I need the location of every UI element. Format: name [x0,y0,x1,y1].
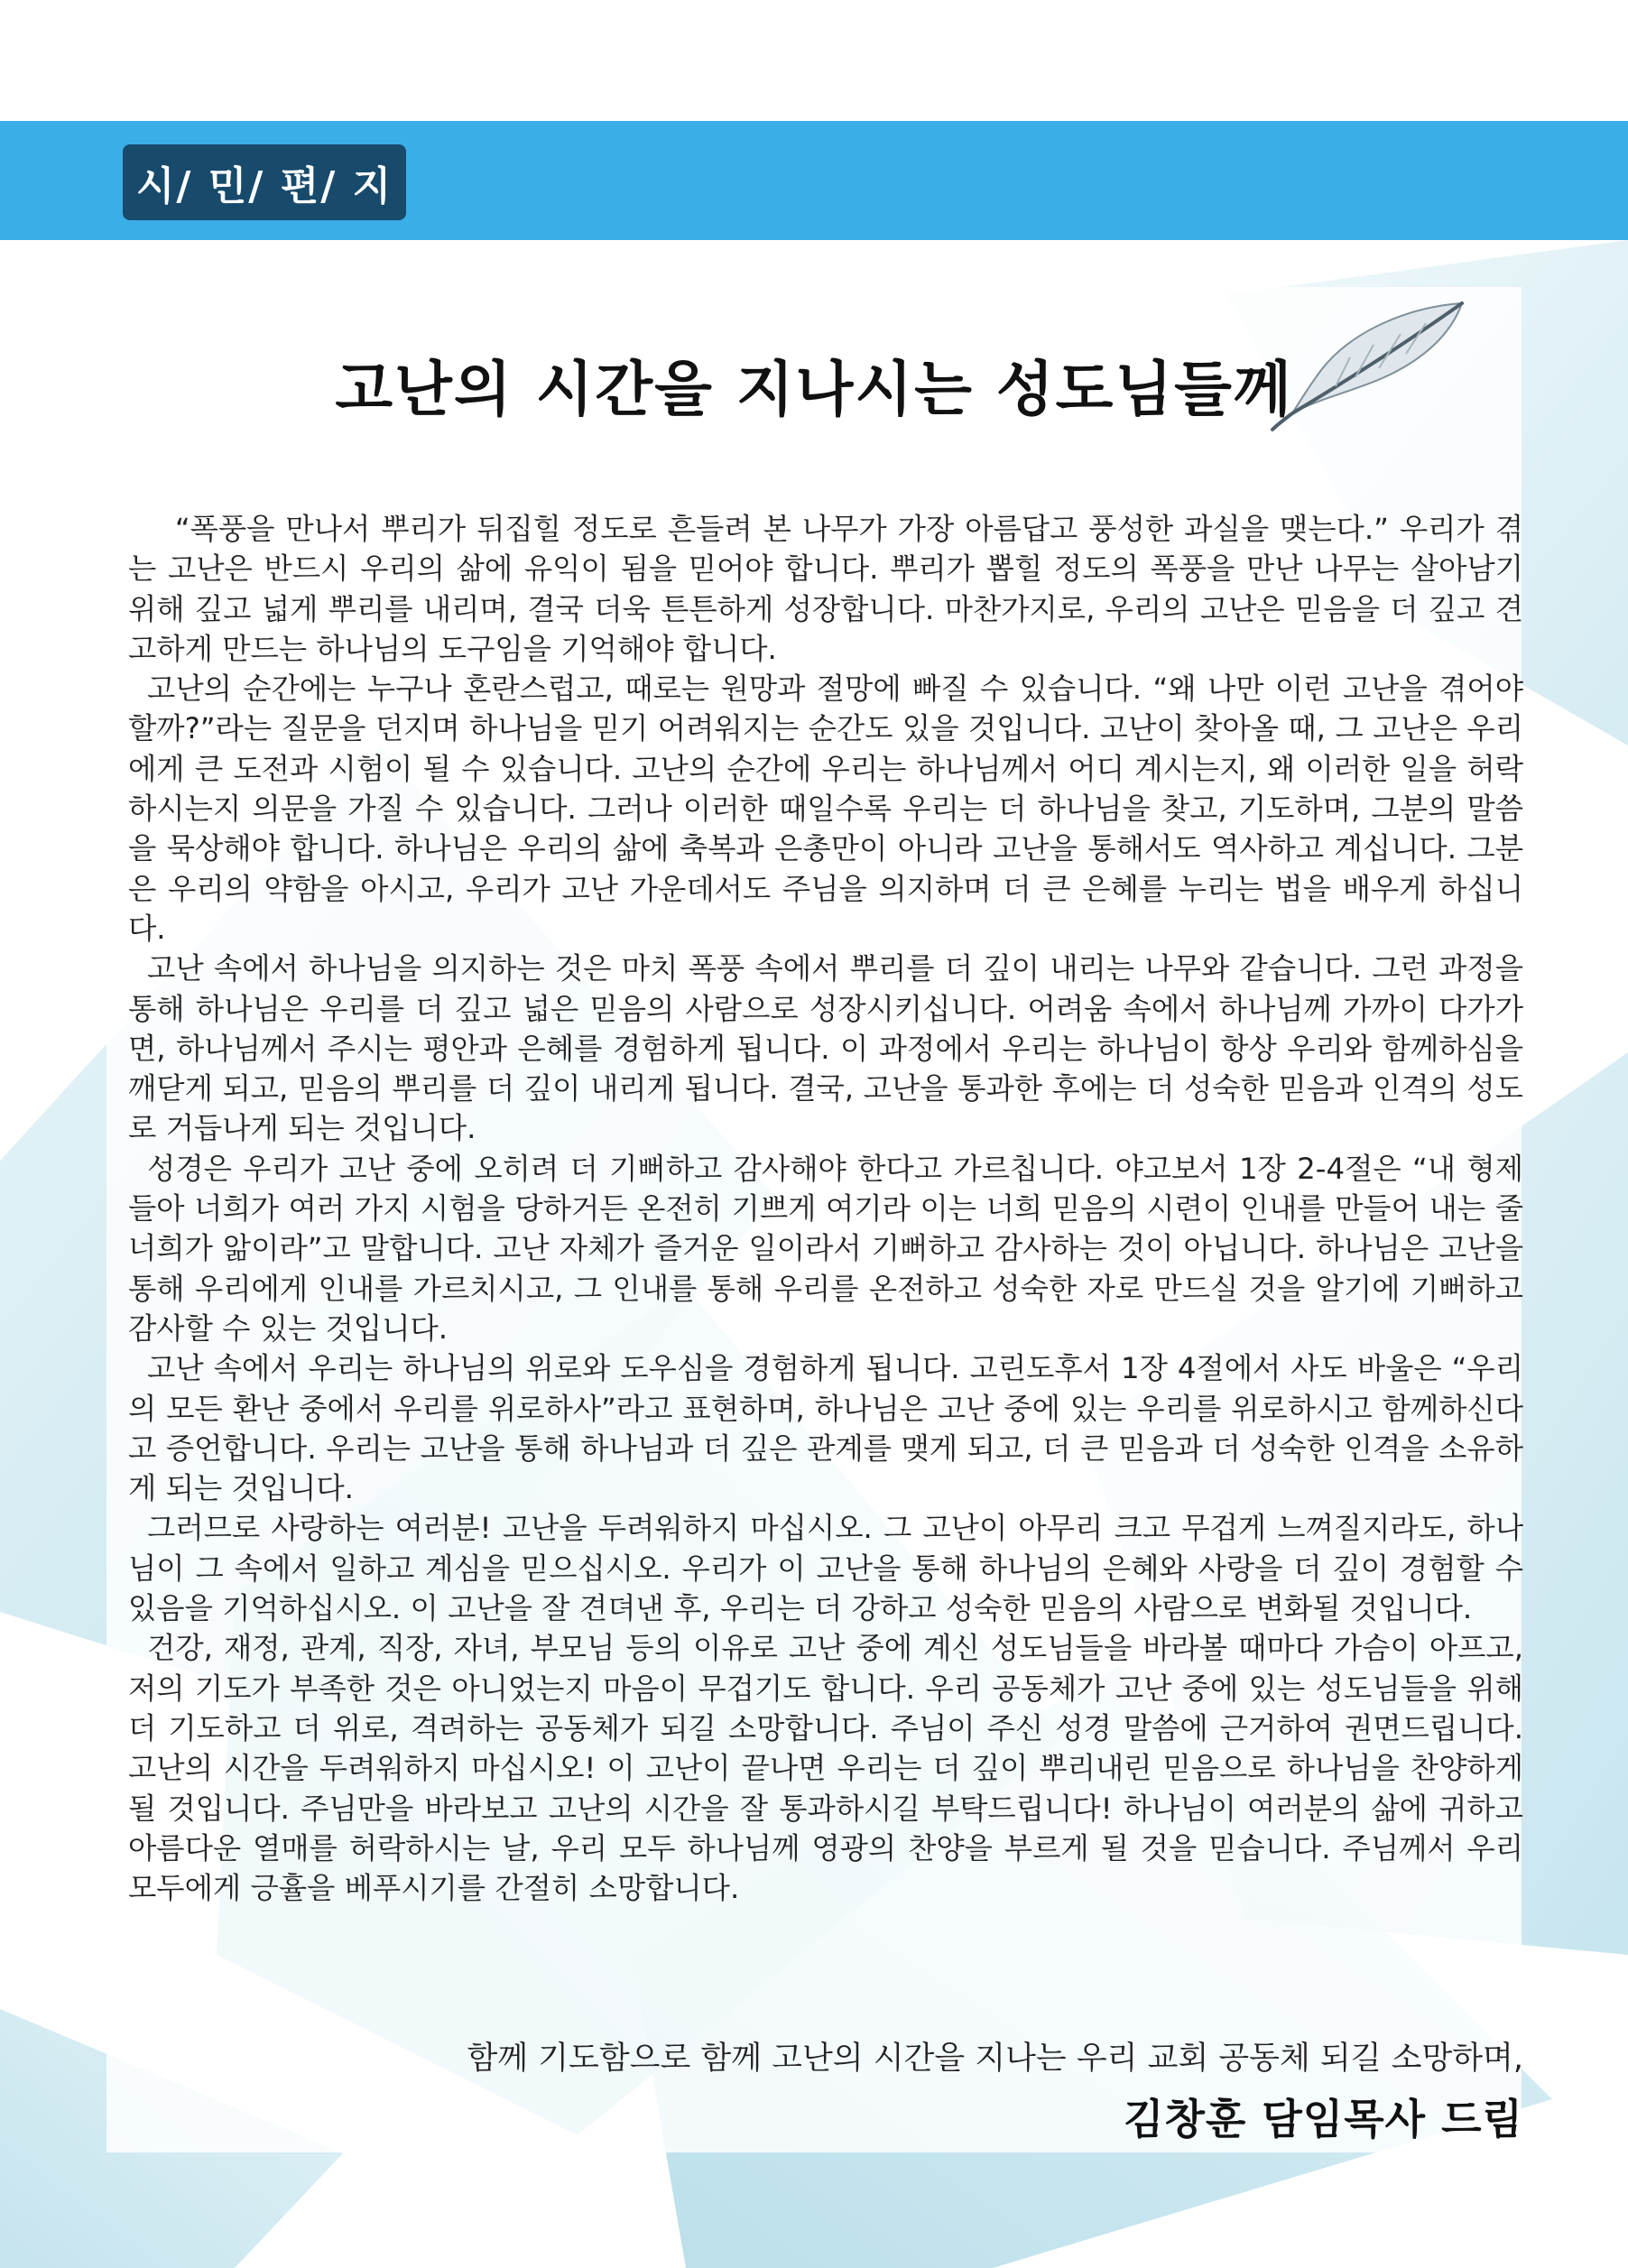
letter-title: 고난의 시간을 지나시는 성도님들께 [335,355,1293,424]
signature: 김창훈 담임목사 드림 [1124,2095,1523,2143]
letter-paragraph: 건강, 재정, 관계, 직장, 자녀, 부모님 등의 이유로 고난 중에 계신 성도님들을 바라볼 때마다 가슴이 아프고, 저의 기도가 부족한 것은 아니었는지 마음이 무겁기도 합니다. 우리 공동체가 고난 중에 있는 성도님들을 위해 더 기도하고 더 위로, 격려하는 공동체가 되길 소망합니다. 주님이 주신 성경 말씀에 근거하여 권면드립니다. 고난의 시간을 두려워하지 마십시오! 이 고난이 끝나면 우리는 더 깊이 뿌리내린 믿음으로 하나님을 찬양하게 될 것입니다. 주님만을 바라보고 고난의 시간을 잘 통과하시길 부탁드립니다! 하나님이 여러분의 삶에 귀하고 아름다운 열매를 허락하시는 날, 우리 모두 하나님께 영광의 찬양을 부르게 될 것을 믿습니다. 주님께서 우리 모두에게 긍휼을 베푸시기를 간절히 소망합니다. [128,1631,1523,1906]
letter-paragraph: 고난 속에서 우리는 하나님의 위로와 도우심을 경험하게 됩니다. 고린도후서 1장 4절에서 사도 바울은 “우리의 모든 환난 중에서 우리를 위로하사”라고 표현하며, 하나님은 고난 중에 있는 우리를 위로하시고 함께하신다고 증언합니다. 우리는 고난을 통해 하나님과 더 깊은 관계를 맺게 되고, 더 큰 믿음과 더 성숙한 인격을 소유하게 되는 것입니다. [128,1351,1523,1506]
letter-paragraph: 고난의 순간에는 누구나 혼란스럽고, 때로는 원망과 절망에 빠질 수 있습니다. “왜 나만 이런 고난을 겪어야 할까?”라는 질문을 던지며 하나님을 믿기 어려워지는 순간도 있을 것입니다. 고난이 찾아올 때, 그 고난은 우리에게 큰 도전과 시험이 될 수 있습니다. 고난의 순간에 우리는 하나님께서 어디 계시는지, 왜 이러한 일을 허락하시는지 의문을 가질 수 있습니다. 그러나 이러한 때일수록 우리는 더 하나님을 찾고, 기도하며, 그분의 말씀을 묵상해야 합니다. 하나님은 우리의 삶에 축복과 은총만이 아니라 고난을 통해서도 역사하고 계십니다. 그분은 우리의 약함을 아시고, 우리가 고난 가운데서도 주님을 의지하며 더 큰 은혜를 누리는 법을 배우게 하십니다. [128,671,1523,946]
letter-paragraph: 그러므로 사랑하는 여러분! 고난을 두려워하지 마십시오. 그 고난이 아무리 크고 무겁게 느껴질지라도, 하나님이 그 속에서 일하고 계심을 믿으십시오. 우리가 이 고난을 통해 하나님의 은혜와 사랑을 더 깊이 경험할 수 있음을 기억하십시오. 이 고난을 잘 견뎌낸 후, 우리는 더 강하고 성숙한 믿음의 사람으로 변화될 것입니다. [128,1511,1523,1626]
letter-paragraph: “폭풍을 만나서 뿌리가 뒤집힐 정도로 흔들려 본 나무가 가장 아름답고 풍성한 과실을 맺는다.” 우리가 겪는 고난은 반드시 우리의 삶에 유익이 됨을 믿어야 합니다. 뿌리가 뽑힐 정도의 폭풍을 만난 나무는 살아남기 위해 깊고 넓게 뿌리를 내리며, 결국 더욱 튼튼하게 성장합니다. 마찬가지로, 우리의 고난은 믿음을 더 깊고 견고하게 만드는 하나님의 도구임을 기억해야 합니다. [128,512,1523,666]
feather-quill-icon [1265,298,1467,433]
section-label-tab [123,144,406,220]
letter-paragraph: 성경은 우리가 고난 중에 오히려 더 기뻐하고 감사해야 한다고 가르칩니다. 야고보서 1장 2-4절은 “내 형제들아 너희가 여러 가지 시험을 당하거든 온전히 기쁘게 여기라 이는 너희 믿음의 시련이 인내를 만들어 내는 줄 너희가 앎이라”고 말합니다. 고난 자체가 즐거운 일이라서 기뻐하고 감사하는 것이 아닙니다. 하나님은 고난을 통해 우리에게 인내를 가르치시고, 그 인내를 통해 우리를 온전하고 성숙한 자로 만드실 것을 알기에 기뻐하고 감사할 수 있는 것입니다. [128,1151,1523,1346]
letter-body [128,509,1523,1908]
letter-paragraph: 고난 속에서 하나님을 의지하는 것은 마치 폭풍 속에서 뿌리를 더 깊이 내리는 나무와 같습니다. 그런 과정을 통해 하나님은 우리를 더 깊고 넓은 믿음의 사람으로 성장시키십니다. 어려움 속에서 하나님께 가까이 다가가면, 하나님께서 주시는 평안과 은혜를 경험하게 됩니다. 이 과정에서 우리는 하나님이 항상 우리와 함께하심을 깨닫게 되고, 믿음의 뿌리를 더 깊이 내리게 됩니다. 결국, 고난을 통과한 후에는 더 성숙한 믿음과 인격의 성도로 거듭나게 되는 것입니다. [128,951,1523,1146]
closing-line: 함께 기도함으로 함께 고난의 시간을 지나는 우리 교회 공동체 되길 소망하며, [467,2041,1523,2077]
section-label: 시/ 민/ 편/ 지 [135,163,393,209]
